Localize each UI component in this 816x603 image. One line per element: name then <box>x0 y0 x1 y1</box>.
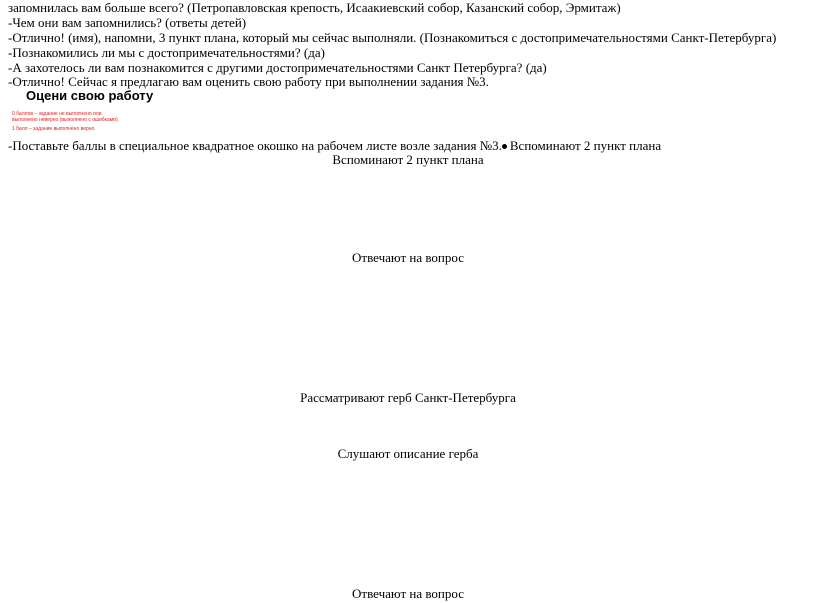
teacher-line-3: -Отлично! (имя), напомни, 3 пункт плана, который мы сейчас выполняли. (Познакомиться с достопримечательностями Санкт-Петербурга) <box>8 30 777 45</box>
student-action-5: Отвечают на вопрос <box>352 586 464 601</box>
criteria-line-3: 1 балл – задание выполнено верно. <box>12 126 96 132</box>
student-action-2: Отвечают на вопрос <box>352 250 464 265</box>
criteria-line-2: выполнено неверно (выполнено с ошибками). <box>12 117 120 123</box>
student-action-4: Слушают описание герба <box>337 446 479 461</box>
student-action-1: Вспоминают 2 пункт плана <box>332 152 484 167</box>
teacher-line-5: -А захотелось ли вам познакомится с другими достопримечательностями Санкт Петербурга? (да) <box>8 60 547 75</box>
bullet-icon <box>502 144 507 149</box>
instruction-line <box>8 138 661 153</box>
teacher-line-6: -Отлично! Сейчас я предлагаю вам оценить свою работу при выполнении задания №3. <box>8 74 489 89</box>
criteria-line-1: 0 баллов – задание не выполнено или <box>12 111 102 117</box>
teacher-line-1: запомнилась вам больше всего? (Петропавловская крепость, Исаакиевский собор, Казанский собор, Эрмитаж) <box>8 0 621 15</box>
student-action-3: Рассматривают герб Санкт-Петербурга <box>300 390 516 405</box>
instruction-text: -Поставьте баллы в специальное квадратное окошко на рабочем листе возле задания №3. <box>8 138 502 153</box>
teacher-line-4: -Познакомились ли мы с достопримечательностями? (да) <box>8 45 325 60</box>
teacher-line-2: -Чем они вам запомнились? (ответы детей) <box>8 15 247 30</box>
instruction-bullet-text: Вспоминают 2 пункт плана <box>509 138 662 153</box>
slide-title: Оцени свою работу <box>26 88 154 103</box>
